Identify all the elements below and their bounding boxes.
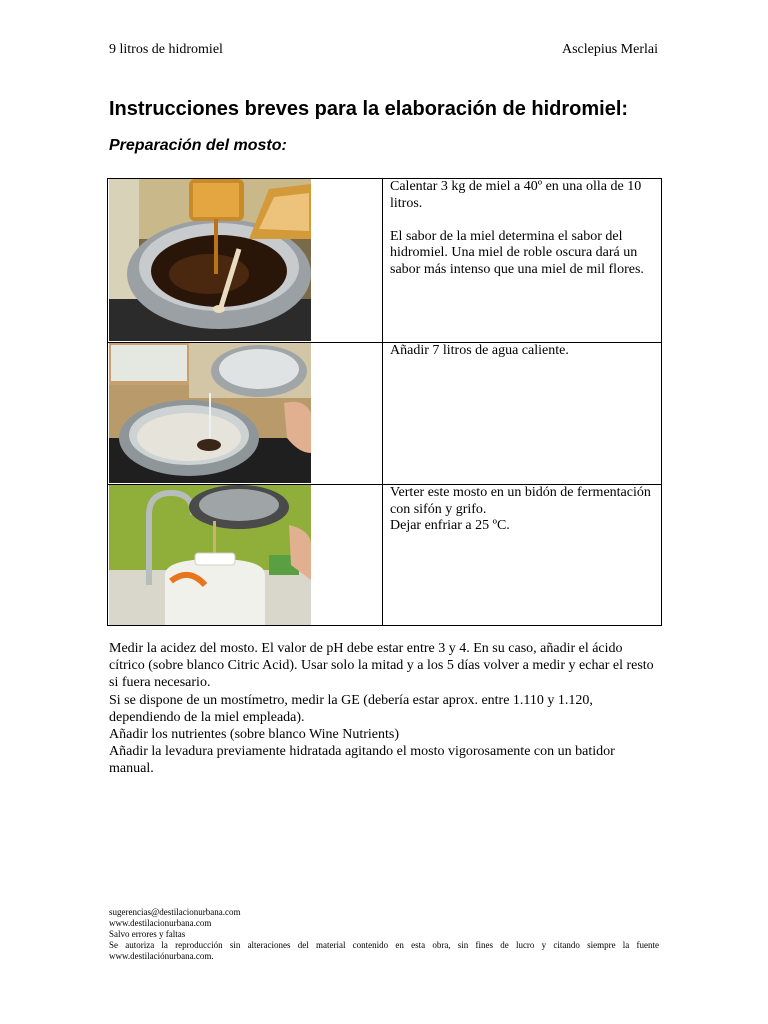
header-doc-title: 9 litros de hidromiel <box>109 42 223 57</box>
water-pot-photo <box>109 343 311 483</box>
step-row <box>108 485 662 626</box>
step-image-cell <box>108 179 383 343</box>
step-text-cell <box>383 343 662 485</box>
step-3-text: Verter este mosto en un bidón de fermentación con sifón y grifo. Dejar enfriar a 25 ºC. <box>390 485 651 533</box>
instruction-paragraph: Añadir los nutrientes (sobre blanco Wine Nutrients) <box>109 727 399 743</box>
section-subtitle: Preparación del mosto: <box>109 137 287 154</box>
photo-honey-pouring <box>109 179 311 341</box>
footer-license: Se autoriza la reproducción sin alteraciones del material contenido en esta obra, sin fines de lucro y citando siempre la fuente <box>109 940 659 950</box>
page-footer <box>109 907 659 962</box>
footer-website: www.destilacionurbana.com <box>109 918 212 928</box>
instructions-body <box>109 640 661 778</box>
page-title: Instrucciones breves para la elaboración de hidromiel: <box>109 98 629 120</box>
step-text-cell <box>383 179 662 343</box>
footer-source: www.destilaciónurbana.com. <box>109 951 214 961</box>
photo-adding-water <box>109 343 311 483</box>
footer-email: sugerencias@destilacionurbana.com <box>109 907 241 917</box>
header-author: Asclepius Merlai <box>561 42 658 57</box>
honey-pot-photo <box>109 179 311 341</box>
container-photo <box>109 485 311 625</box>
steps-table <box>107 178 662 626</box>
instruction-paragraph: Medir la acidez del mosto. El valor de pH debe estar entre 3 y 4. En su caso, añadir el ácido cítrico (sobre blanco Citric Acid). Usar solo la mitad y a los 5 días volver a medir y echar el resto si fuera necesario. <box>109 641 654 691</box>
footer-disclaimer: Salvo errores y faltas <box>109 929 186 939</box>
photo-fermentation-container <box>109 485 311 625</box>
step-1-text: Calentar 3 kg de miel a 40º en una olla de 10 litros. El sabor de la miel determina el sabor del hidromiel. Una miel de roble oscura dará un sabor más intenso que una miel de mil flores. <box>390 179 644 277</box>
step-row <box>108 343 662 485</box>
step-image-cell <box>108 485 383 626</box>
step-text-cell <box>383 485 662 626</box>
instruction-paragraph: Si se dispone de un mostímetro, medir la GE (debería estar aprox. entre 1.110 y 1.120, dependiendo de la miel empleada). <box>109 692 593 725</box>
instruction-paragraph: Añadir la levadura previamente hidratada agitando el mosto vigorosamente con un batidor manual. <box>109 744 615 777</box>
step-2-text: Añadir 7 litros de agua caliente. <box>390 343 569 358</box>
step-row <box>108 179 662 343</box>
step-image-cell <box>108 343 383 485</box>
